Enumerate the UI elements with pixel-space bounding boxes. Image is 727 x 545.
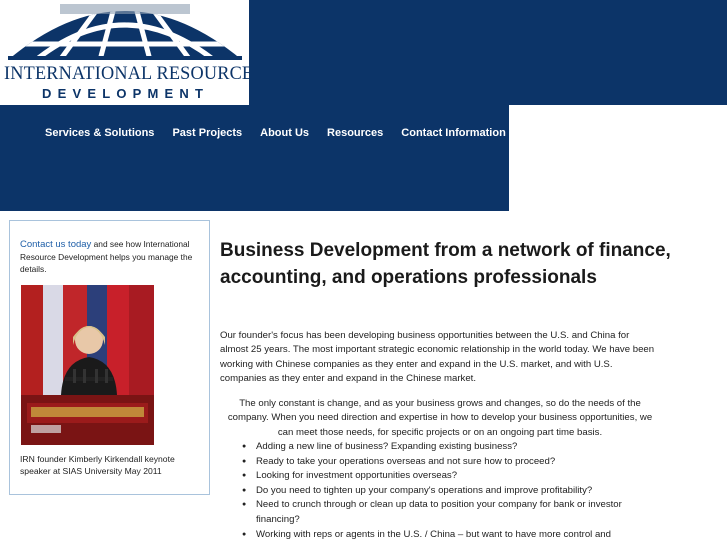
- brand-name: INTERNATIONAL RESOURCE: [4, 63, 254, 84]
- page-title: Business Development from a network of finance, accounting, and operations professionals: [220, 239, 671, 288]
- contact-us-link[interactable]: Contact us today: [20, 239, 92, 250]
- list-item: ● Do you need to tighten up your company's operations and improve profitability?: [240, 484, 660, 499]
- change-paragraph: The only constant is change, and as your business grows and changes, so do the needs of the company. When you need direction and expertise in how to develop your business opportunities, we can meet those needs, for specific projects or on an ongoing part time basis.: [227, 397, 653, 438]
- sidebar: [9, 220, 210, 495]
- list-item: ● Ready to take your operations overseas and not sure how to proceed?: [240, 455, 660, 470]
- services-list: [240, 440, 660, 542]
- main-nav: [45, 127, 524, 139]
- nav-band: [0, 105, 509, 211]
- brand-subtitle: DEVELOPMENT: [42, 86, 210, 101]
- nav-contact-information[interactable]: Contact Information: [401, 127, 506, 139]
- intro-paragraph: Our founder's focus has been developing business opportunities between the U.S. and China for almost 25 years. The most important strategic economic relationship in the world today. We have been working with Chinese companies as they enter and expand in the U.S. market, and with U.S. companies as they enter and expand in the Chinese market.: [220, 329, 655, 385]
- nav-past-projects[interactable]: Past Projects: [172, 127, 243, 139]
- list-item: ● Adding a new line of business? Expanding existing business?: [240, 440, 660, 455]
- nav-resources[interactable]: Resources: [327, 127, 384, 139]
- logo[interactable]: [0, 0, 254, 105]
- sidebar-intro-text: and see how International Resource Development helps you manage the details.: [20, 239, 193, 274]
- sidebar-intro: [20, 238, 202, 275]
- photo-caption: IRN founder Kimberly Kirkendall keynote speaker at SIAS University May 2011: [20, 454, 175, 476]
- list-item: ● Need to crunch through or clean up data to position your company for bank or investor financing?: [240, 498, 660, 527]
- keynote-photo: [21, 285, 154, 445]
- nav-services-solutions[interactable]: Services & Solutions: [45, 127, 155, 139]
- nav-about-us[interactable]: About Us: [260, 127, 310, 139]
- list-item: ● Working with reps or agents in the U.S. / China – but want to have more control and: [240, 528, 660, 543]
- globe-arc-icon: [0, 0, 249, 70]
- list-item: ● Looking for investment opportunities overseas?: [240, 469, 660, 484]
